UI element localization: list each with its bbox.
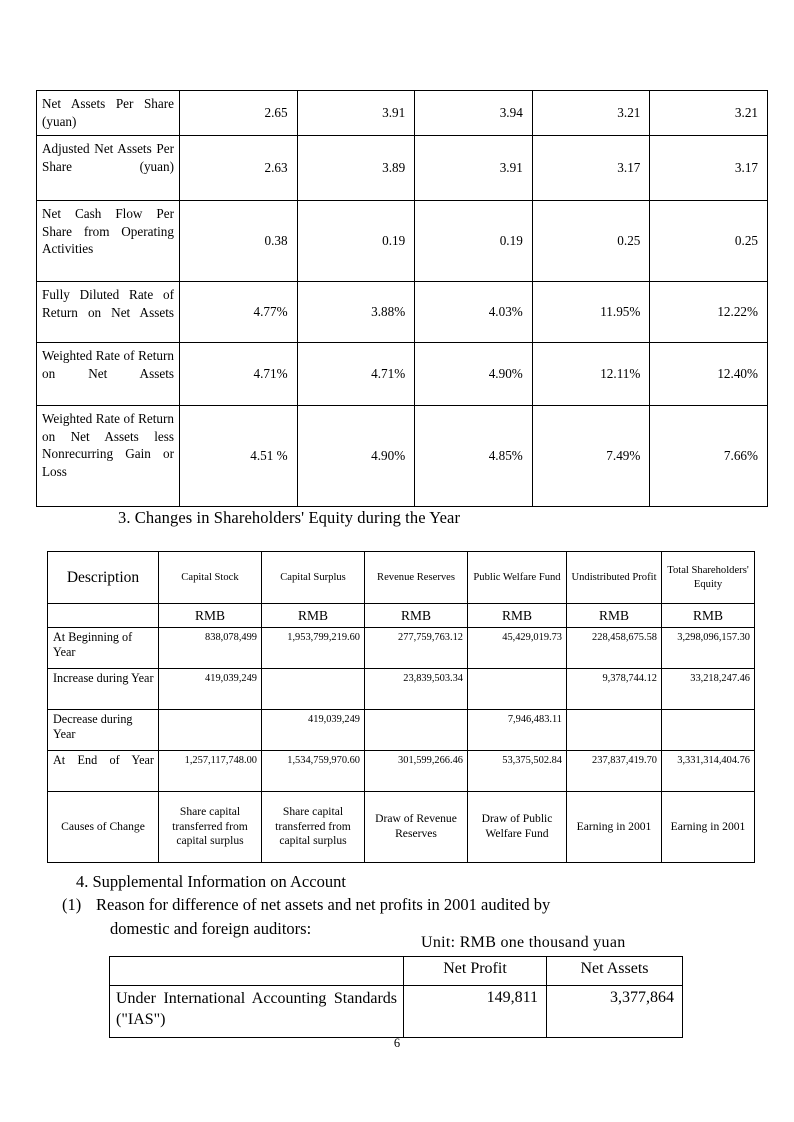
equity-value: 301,599,266.46 — [365, 751, 468, 792]
equity-value: 1,257,117,748.00 — [159, 751, 262, 792]
row-label-ias: Under International Accounting Standards ("IAS") — [110, 986, 404, 1038]
equity-value — [159, 710, 262, 751]
section-3-heading: 3. Changes in Shareholders' Equity during the Year — [118, 508, 461, 527]
indicator-label: Net Assets Per Share (yuan) — [37, 91, 180, 136]
indicator-value: 3.91 — [415, 136, 533, 201]
column-header-public-welfare-fund: Public Welfare Fund — [468, 552, 567, 604]
section-4-item-1 — [62, 893, 742, 916]
table-header-row — [110, 957, 683, 986]
equity-value: 33,218,247.46 — [662, 669, 755, 710]
indicator-value: 4.90% — [415, 343, 533, 406]
list-item-line-continued: domestic and foreign auditors: — [110, 918, 312, 938]
table-row — [48, 628, 755, 669]
indicator-value: 3.88% — [297, 282, 415, 343]
page-number: 6 — [393, 1036, 401, 1050]
equity-value: 419,039,249 — [159, 669, 262, 710]
indicator-value: 12.22% — [650, 282, 768, 343]
equity-value: 9,378,744.12 — [567, 669, 662, 710]
column-header-blank — [110, 957, 404, 986]
column-header-description: Description — [48, 552, 159, 604]
indicator-value: 4.85% — [415, 406, 533, 507]
indicator-label: Adjusted Net Assets Per Share (yuan) — [37, 136, 180, 201]
cause-value: Share capital transferred from capital surplus — [262, 792, 365, 863]
column-header-capital-surplus: Capital Surplus — [262, 552, 365, 604]
indicator-value: 4.90% — [297, 406, 415, 507]
row-label: At Beginning of Year — [48, 628, 159, 669]
indicator-value: 0.19 — [415, 201, 533, 282]
ias-net-assets-value: 3,377,864 — [547, 986, 683, 1038]
indicator-value: 12.40% — [650, 343, 768, 406]
table-row — [37, 343, 768, 406]
cause-value: Share capital transferred from capital surplus — [159, 792, 262, 863]
indicator-label: Weighted Rate of Return on Net Assets — [37, 343, 180, 406]
unit-note: Unit: RMB one thousand yuan — [421, 934, 626, 951]
table-header-row — [48, 552, 755, 604]
equity-value: 3,331,314,404.76 — [662, 751, 755, 792]
equity-value: 838,078,499 — [159, 628, 262, 669]
indicator-value: 0.25 — [532, 201, 650, 282]
equity-value — [262, 669, 365, 710]
equity-value — [365, 710, 468, 751]
currency-cell: RMB — [365, 604, 468, 628]
table-row — [37, 406, 768, 507]
indicator-value: 0.38 — [180, 201, 298, 282]
ias-comparison-table — [109, 956, 683, 1038]
list-item-line: Reason for difference of net assets and net profits in 2001 audited by — [96, 895, 551, 915]
table-currency-row — [48, 604, 755, 628]
equity-value — [567, 710, 662, 751]
row-label: Increase during Year — [48, 669, 159, 710]
indicator-value: 4.71% — [297, 343, 415, 406]
indicator-value: 3.94 — [415, 91, 533, 136]
indicator-value: 7.66% — [650, 406, 768, 507]
currency-cell: RMB — [567, 604, 662, 628]
indicator-value: 3.89 — [297, 136, 415, 201]
equity-value: 237,837,419.70 — [567, 751, 662, 792]
currency-cell: RMB — [262, 604, 365, 628]
table-row — [37, 282, 768, 343]
shareholders-equity-table — [47, 551, 755, 863]
indicator-label: Net Cash Flow Per Share from Operating Activities — [37, 201, 180, 282]
column-header-net-assets: Net Assets — [547, 957, 683, 986]
equity-value: 228,458,675.58 — [567, 628, 662, 669]
column-header-capital-stock: Capital Stock — [159, 552, 262, 604]
equity-value: 53,375,502.84 — [468, 751, 567, 792]
indicator-value: 0.19 — [297, 201, 415, 282]
indicator-value: 12.11% — [532, 343, 650, 406]
currency-cell: RMB — [662, 604, 755, 628]
column-header-net-profit: Net Profit — [404, 957, 547, 986]
equity-value: 3,298,096,157.30 — [662, 628, 755, 669]
ias-net-profit-value: 149,811 — [404, 986, 547, 1038]
section-4-heading: 4. Supplemental Information on Account — [76, 872, 346, 891]
indicator-value: 4.03% — [415, 282, 533, 343]
indicator-value: 0.25 — [650, 201, 768, 282]
equity-value: 45,429,019.73 — [468, 628, 567, 669]
cause-value: Draw of Revenue Reserves — [365, 792, 468, 863]
list-marker: (1) — [62, 895, 82, 915]
cause-value: Earning in 2001 — [567, 792, 662, 863]
currency-cell: RMB — [159, 604, 262, 628]
indicator-label: Fully Diluted Rate of Return on Net Assets — [37, 282, 180, 343]
section-4-block — [62, 870, 742, 940]
column-header-total-shareholders-equity: Total Shareholders' Equity — [662, 552, 755, 604]
equity-value — [468, 669, 567, 710]
table-row — [48, 710, 755, 751]
table-row — [48, 751, 755, 792]
table-row — [48, 669, 755, 710]
table-row — [37, 201, 768, 282]
indicator-value: 2.65 — [180, 91, 298, 136]
indicator-value: 3.21 — [532, 91, 650, 136]
row-label: Decrease during Year — [48, 710, 159, 751]
currency-cell: RMB — [468, 604, 567, 628]
equity-value: 7,946,483.11 — [468, 710, 567, 751]
table-row — [110, 986, 683, 1038]
row-label-causes: Causes of Change — [48, 792, 159, 863]
equity-value: 23,839,503.34 — [365, 669, 468, 710]
cause-value: Draw of Public Welfare Fund — [468, 792, 567, 863]
equity-value: 1,953,799,219.60 — [262, 628, 365, 669]
row-label: At End of Year — [48, 751, 159, 792]
currency-cell — [48, 604, 159, 628]
indicator-value: 4.51 % — [180, 406, 298, 507]
column-header-undistributed-profit: Undistributed Profit — [567, 552, 662, 604]
table-row-causes — [48, 792, 755, 863]
indicator-value: 3.17 — [650, 136, 768, 201]
indicator-label: Weighted Rate of Return on Net Assets less Nonrecurring Gain or Loss — [37, 406, 180, 507]
equity-value: 277,759,763.12 — [365, 628, 468, 669]
indicator-value: 4.77% — [180, 282, 298, 343]
indicator-value: 2.63 — [180, 136, 298, 201]
table-row — [37, 136, 768, 201]
table-row — [37, 91, 768, 136]
financial-indicators-table — [36, 90, 768, 507]
indicator-value: 7.49% — [532, 406, 650, 507]
column-header-revenue-reserves: Revenue Reserves — [365, 552, 468, 604]
indicator-value: 3.17 — [532, 136, 650, 201]
equity-value: 1,534,759,970.60 — [262, 751, 365, 792]
equity-value — [662, 710, 755, 751]
indicator-value: 3.21 — [650, 91, 768, 136]
indicator-value: 3.91 — [297, 91, 415, 136]
equity-value: 419,039,249 — [262, 710, 365, 751]
indicator-value: 4.71% — [180, 343, 298, 406]
cause-value: Earning in 2001 — [662, 792, 755, 863]
indicator-value: 11.95% — [532, 282, 650, 343]
